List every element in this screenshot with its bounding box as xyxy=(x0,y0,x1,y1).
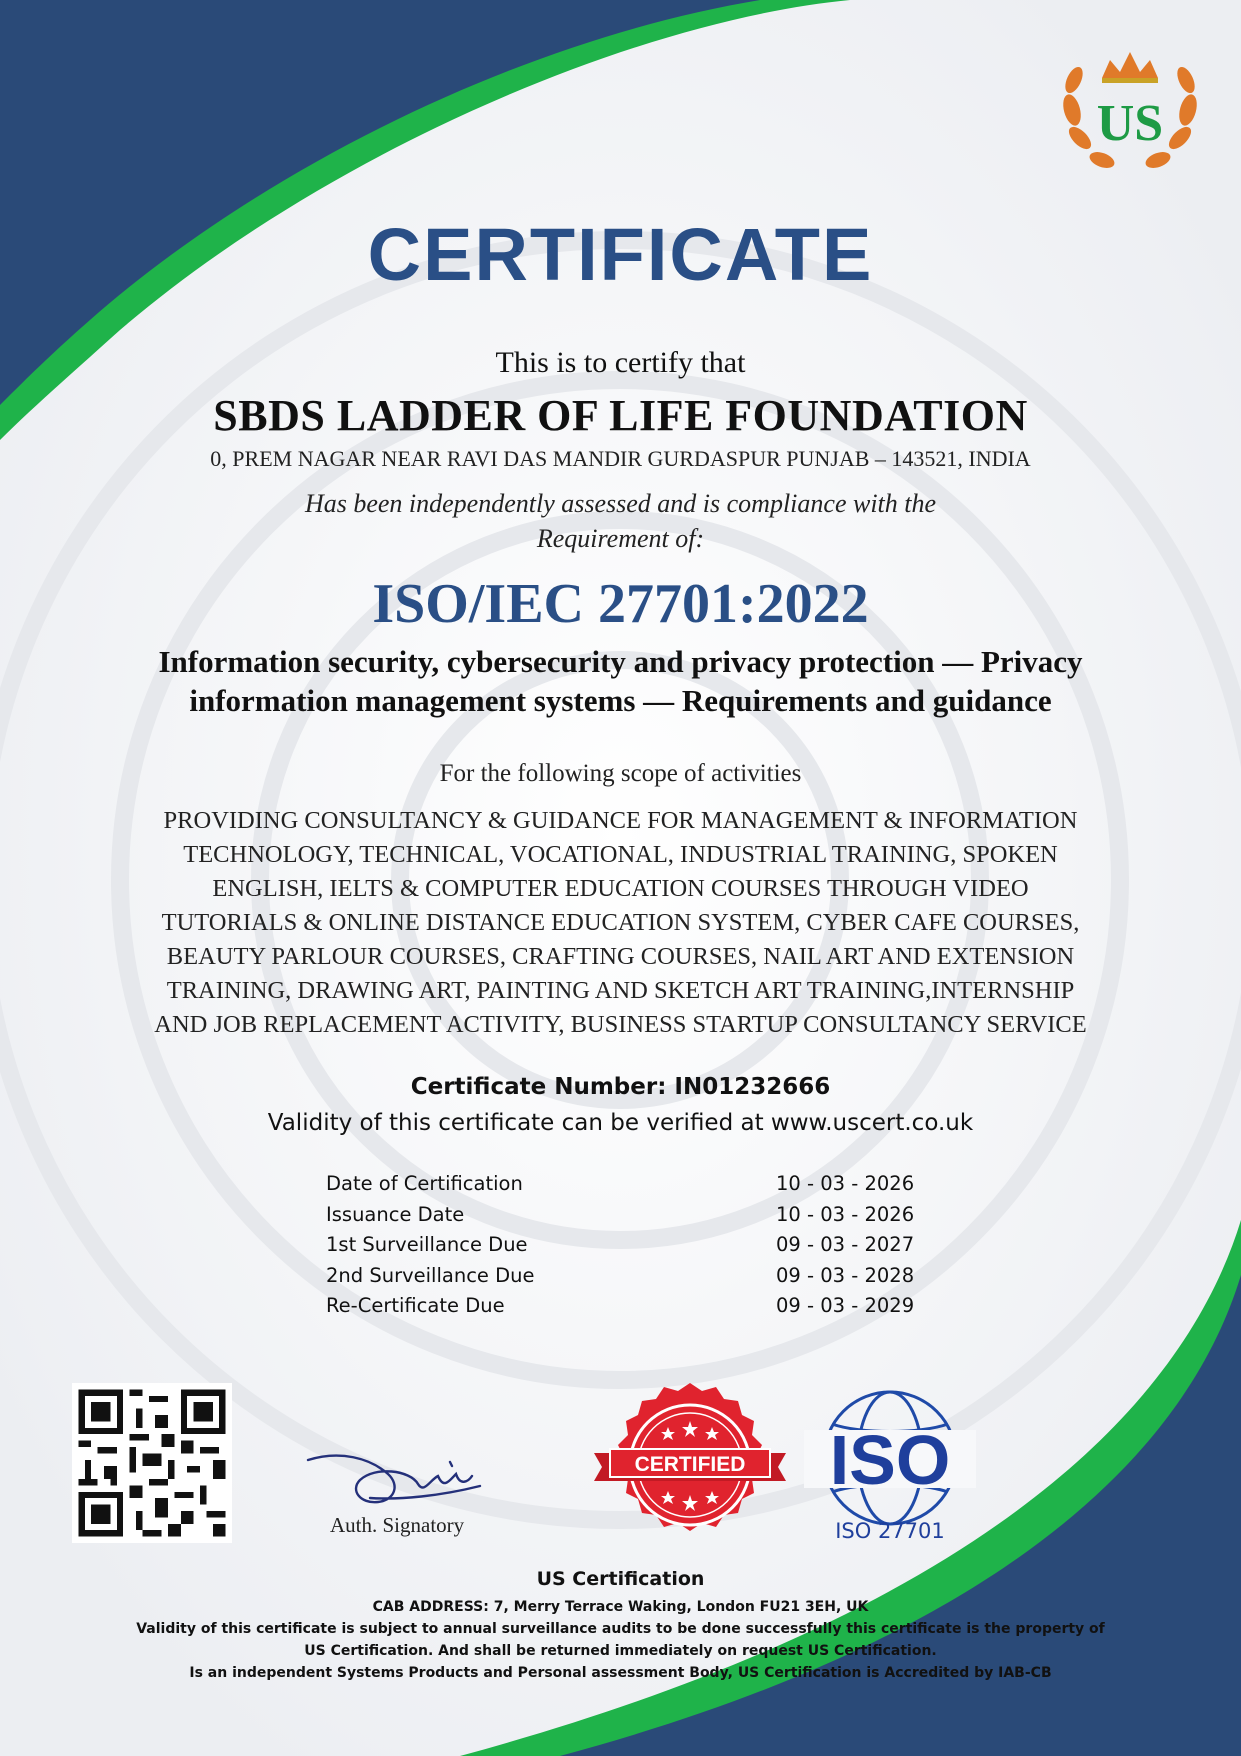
logo-text: US xyxy=(1096,95,1164,152)
validity-verification: Validity of this certificate can be verified at www.uscert.co.uk xyxy=(267,1110,974,1136)
date-value: 10 - 03 - 2026 xyxy=(776,1202,915,1226)
footer-line: US Certification. And shall be returned immediately on request US Certification. xyxy=(304,1643,937,1659)
date-label: 2nd Surveillance Due xyxy=(326,1263,535,1287)
date-value: 09 - 03 - 2028 xyxy=(776,1263,915,1287)
footer-line: Validity of this certificate is subject to annual surveillance audits to be done successfully this certificate is the property of xyxy=(136,1621,1105,1637)
footer-organization: US Certification xyxy=(536,1568,705,1590)
iso-logo-icon xyxy=(800,1378,980,1548)
date-row xyxy=(326,1172,926,1203)
scope-line: ENGLISH, IELTS & COMPUTER EDUCATION COURSES THROUGH VIDEO xyxy=(212,875,1029,902)
iso-text: ISO xyxy=(829,1421,951,1499)
certified-text: CERTIFIED xyxy=(634,1453,746,1476)
certificate-number: Certificate Number: IN01232666 xyxy=(410,1074,831,1100)
date-row xyxy=(326,1264,926,1295)
intro-text: This is to certify that xyxy=(495,346,746,379)
scope-line: AND JOB REPLACEMENT ACTIVITY, BUSINESS STARTUP CONSULTANCY SERVICE xyxy=(154,1011,1087,1038)
assessment-line: Requirement of: xyxy=(536,524,705,553)
footer-notes xyxy=(110,1596,1131,1684)
date-label: Re-Certificate Due xyxy=(326,1294,505,1317)
standard-code: ISO/IEC 27701:2022 xyxy=(372,573,869,635)
certified-seal-icon xyxy=(592,1380,788,1550)
scope-line: TUTORIALS & ONLINE DISTANCE EDUCATION SYSTEM, CYBER CAFE COURSES, xyxy=(161,909,1080,936)
scope-header: For the following scope of activities xyxy=(439,760,802,787)
signature xyxy=(300,1440,490,1510)
footer-line: Is an independent Systems Products and Personal assessment Body, US Certification is Accredited by IAB-CB xyxy=(189,1665,1052,1681)
date-value: 09 - 03 - 2029 xyxy=(776,1294,915,1317)
assessment-line: Has been independently assessed and is compliance with the xyxy=(304,489,937,518)
scope-line: TECHNOLOGY, TECHNICAL, VOCATIONAL, INDUSTRIAL TRAINING, SPOKEN xyxy=(183,841,1058,868)
scope-line: PROVIDING CONSULTANCY & GUIDANCE FOR MANAGEMENT & INFORMATION xyxy=(163,807,1078,834)
scope-line: TRAINING, DRAWING ART, PAINTING AND SKETCH ART TRAINING,INTERNSHIP xyxy=(166,977,1075,1004)
scope-of-activities xyxy=(90,804,1151,1042)
dates-table xyxy=(326,1172,926,1325)
organization-name: SBDS LADDER OF LIFE FOUNDATION xyxy=(213,391,1028,440)
us-certification-logo xyxy=(1050,30,1210,180)
standard-title: Information security, cybersecurity and privacy protection — Privacy information management systems — Requirements and guidance xyxy=(158,644,1083,718)
date-label: Date of Certification xyxy=(326,1172,523,1195)
scope-line: BEAUTY PARLOUR COURSES, CRAFTING COURSES, NAIL ART AND EXTENSION xyxy=(166,943,1075,970)
organization-address: 0, PREM NAGAR NEAR RAVI DAS MANDIR GURDASPUR PUNJAB – 143521, INDIA xyxy=(210,446,1031,471)
iso-caption: ISO 27701 xyxy=(835,1519,945,1543)
signatory-label: Auth. Signatory xyxy=(330,1513,465,1537)
date-value: 09 - 03 - 2027 xyxy=(776,1233,915,1256)
date-row xyxy=(326,1294,926,1325)
date-label: Issuance Date xyxy=(326,1202,465,1226)
qr-code[interactable] xyxy=(72,1383,232,1543)
footer-cab-address: CAB ADDRESS: 7, Merry Terrace Waking, London FU21 3EH, UK xyxy=(372,1599,869,1615)
date-row xyxy=(326,1203,926,1234)
assessment-statement xyxy=(0,486,1241,556)
certificate-title: CERTIFICATE xyxy=(367,213,874,296)
date-row xyxy=(326,1233,926,1264)
date-value: 10 - 03 - 2026 xyxy=(776,1172,915,1195)
date-label: 1st Surveillance Due xyxy=(326,1233,528,1256)
